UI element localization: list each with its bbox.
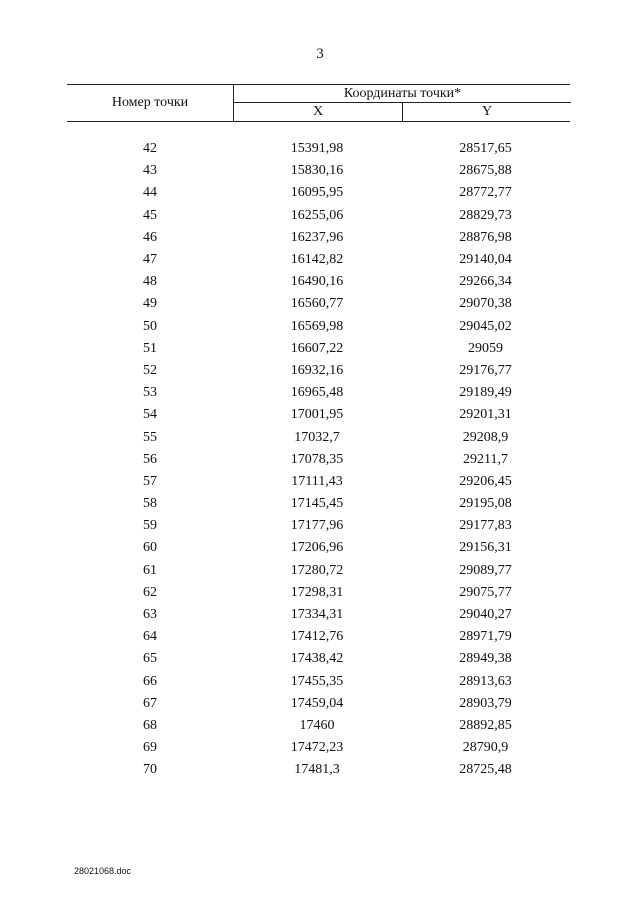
- cell-x: 17481,3: [294, 762, 340, 778]
- table-row: [67, 493, 570, 515]
- cell-point-number: 70: [143, 762, 157, 778]
- cell-point-number: 51: [143, 340, 157, 356]
- cell-x: 17438,42: [290, 651, 344, 667]
- cell-x: 16095,95: [290, 185, 344, 201]
- cell-x: 16237,96: [290, 229, 344, 245]
- header-coords-title: Координаты точки*: [234, 85, 571, 103]
- cell-x: 16932,16: [290, 362, 344, 378]
- cell-x: 16490,16: [290, 274, 344, 290]
- cell-y: 29045,02: [459, 318, 512, 334]
- cell-x: 16569,98: [290, 318, 344, 334]
- cell-x: 16965,48: [290, 385, 344, 401]
- table-row: [67, 271, 570, 293]
- table-row: [67, 404, 570, 426]
- cell-point-number: 42: [143, 141, 157, 157]
- cell-point-number: 63: [143, 607, 157, 623]
- cell-y: 29040,27: [459, 607, 512, 623]
- cell-point-number: 61: [143, 562, 157, 578]
- cell-x: 17032,7: [294, 429, 340, 445]
- cell-y: 28971,79: [459, 629, 512, 645]
- cell-y: 29195,08: [459, 496, 512, 512]
- cell-point-number: 62: [143, 584, 157, 600]
- cell-point-number: 66: [143, 673, 157, 689]
- cell-y: 29177,83: [459, 518, 512, 534]
- cell-x: 16560,77: [290, 296, 344, 312]
- cell-point-number: 59: [143, 518, 157, 534]
- cell-y: 29206,45: [459, 473, 512, 489]
- cell-y: 28725,48: [459, 762, 512, 778]
- table-row: [67, 582, 570, 604]
- cell-point-number: 46: [143, 229, 157, 245]
- cell-x: 15830,16: [290, 163, 344, 179]
- cell-x: 15391,98: [290, 141, 344, 157]
- cell-point-number: 48: [143, 274, 157, 290]
- header-x: X: [234, 103, 403, 121]
- cell-point-number: 64: [143, 629, 157, 645]
- cell-point-number: 54: [143, 407, 157, 423]
- cell-point-number: 56: [143, 451, 157, 467]
- table-row: [67, 316, 570, 338]
- cell-x: 17472,23: [290, 740, 344, 756]
- cell-y: 29189,49: [459, 385, 512, 401]
- cell-y: 29140,04: [459, 252, 512, 268]
- table-row: [67, 737, 570, 759]
- cell-y: 29201,31: [459, 407, 512, 423]
- cell-x: 17455,35: [290, 673, 344, 689]
- header-point-number: Номер точки: [111, 95, 189, 110]
- table-row: [67, 205, 570, 227]
- cell-point-number: 65: [143, 651, 157, 667]
- cell-y: 28517,65: [459, 141, 512, 157]
- cell-y: 28876,98: [459, 229, 512, 245]
- table-row: [67, 715, 570, 737]
- table-row: [67, 449, 570, 471]
- cell-point-number: 47: [143, 252, 157, 268]
- cell-point-number: 53: [143, 385, 157, 401]
- cell-point-number: 44: [143, 185, 157, 201]
- cell-x: 16142,82: [290, 252, 344, 268]
- cell-x: 17001,95: [290, 407, 344, 423]
- table-row: [67, 293, 570, 315]
- cell-point-number: 52: [143, 362, 157, 378]
- cell-x: 17460: [299, 717, 335, 733]
- header-y: Y: [481, 104, 493, 119]
- cell-y: 29089,77: [459, 562, 512, 578]
- table-row: [67, 138, 570, 160]
- cell-y: 29211,7: [463, 451, 508, 467]
- cell-y: 29070,38: [459, 296, 512, 312]
- table-row: [67, 560, 570, 582]
- table-row: [67, 182, 570, 204]
- cell-x: 17206,96: [290, 540, 344, 556]
- cell-y: 28829,73: [459, 207, 512, 223]
- table-row: [67, 471, 570, 493]
- cell-x: 17412,76: [290, 629, 344, 645]
- cell-x: 17078,35: [290, 451, 344, 467]
- header-coords-group: [233, 85, 571, 121]
- page-number: 3: [316, 46, 324, 62]
- table-row: [67, 227, 570, 249]
- cell-point-number: 57: [143, 473, 157, 489]
- cell-y: 29059: [468, 340, 503, 356]
- cell-point-number: 50: [143, 318, 157, 334]
- cell-x: 17280,72: [290, 562, 344, 578]
- cell-y: 28892,85: [459, 717, 512, 733]
- cell-point-number: 43: [143, 163, 157, 179]
- cell-y: 28913,63: [459, 673, 512, 689]
- cell-y: 29208,9: [462, 429, 509, 445]
- cell-point-number: 68: [143, 717, 157, 733]
- cell-x: 17111,43: [291, 473, 343, 489]
- table-row: [67, 537, 570, 559]
- cell-point-number: 60: [143, 540, 157, 556]
- cell-y: 28903,79: [459, 695, 512, 711]
- cell-x: 16607,22: [290, 340, 344, 356]
- cell-y: 29075,77: [459, 584, 512, 600]
- cell-y: 28675,88: [459, 163, 512, 179]
- cell-y: 29266,34: [459, 274, 512, 290]
- table-row: [67, 648, 570, 670]
- cell-y: 28949,38: [459, 651, 512, 667]
- cell-y: 28790,9: [462, 740, 509, 756]
- table-header: [67, 84, 570, 122]
- cell-point-number: 45: [143, 207, 157, 223]
- header-coords-subheaders: [234, 103, 571, 121]
- cell-y: 28772,77: [459, 185, 512, 201]
- cell-x: 16255,06: [290, 207, 344, 223]
- table-row: [67, 382, 570, 404]
- table-row: [67, 360, 570, 382]
- coordinates-table: [67, 84, 570, 781]
- table-row: [67, 671, 570, 693]
- cell-point-number: 69: [143, 740, 157, 756]
- cell-x: 17298,31: [290, 584, 344, 600]
- table-row: [67, 515, 570, 537]
- cell-y: 29176,77: [459, 362, 512, 378]
- table-row: [67, 426, 570, 448]
- table-body: [67, 138, 570, 781]
- cell-point-number: 49: [143, 296, 157, 312]
- table-row: [67, 759, 570, 781]
- cell-y: 29156,31: [459, 540, 512, 556]
- cell-point-number: 58: [143, 496, 157, 512]
- cell-point-number: 67: [143, 695, 157, 711]
- table-row: [67, 249, 570, 271]
- cell-x: 17334,31: [290, 607, 344, 623]
- cell-x: 17177,96: [290, 518, 344, 534]
- table-row: [67, 693, 570, 715]
- table-row: [67, 160, 570, 182]
- cell-x: 17145,45: [290, 496, 344, 512]
- table-row: [67, 626, 570, 648]
- cell-x: 17459,04: [290, 695, 344, 711]
- cell-point-number: 55: [143, 429, 157, 445]
- footer-filename: 28021068.doc: [74, 866, 132, 876]
- table-row: [67, 604, 570, 626]
- table-row: [67, 338, 570, 360]
